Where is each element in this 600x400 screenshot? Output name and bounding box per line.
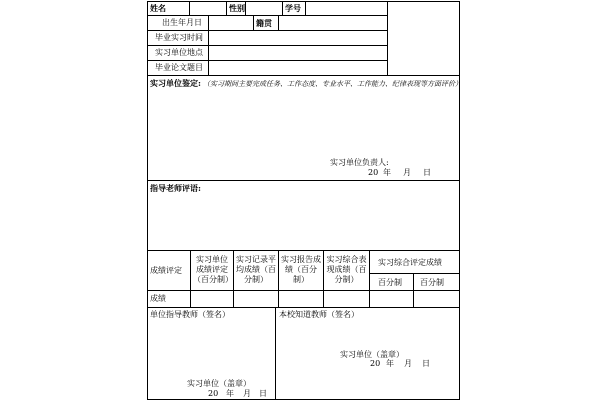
internship-time-label: 毕业实习时间: [155, 33, 203, 42]
left-year-prefix: 20: [208, 389, 219, 398]
native-place-label: 籍贯: [256, 18, 272, 28]
grade-col-overall-b: 百分制: [420, 278, 444, 287]
unit-mentor-signature: 单位指导教师（签名）: [150, 310, 230, 319]
internship-location-label: 实习单位地点: [155, 48, 203, 57]
right-year-prefix: 20: [370, 359, 381, 368]
grade-evaluation-label: 成绩评定: [150, 266, 182, 275]
grade-col-overall: 实习综合评定成绩: [378, 258, 442, 267]
right-month-unit: 月: [404, 359, 412, 368]
right-day-unit: 日: [422, 359, 430, 368]
grade-col-report: 实习报告成绩（百分制）: [281, 255, 321, 284]
gender-label: 性别: [229, 3, 245, 13]
unit-stamp-right: 实习单位（盖章）: [340, 350, 404, 359]
appraisal-day-unit: 日: [423, 168, 431, 177]
appraisal-month-unit: 月: [403, 168, 411, 177]
unit-head-signer: 实习单位负责人:: [330, 158, 389, 167]
teacher-comment-label: 指导老师评语:: [150, 183, 201, 193]
right-year-unit: 年: [386, 359, 394, 368]
unit-appraisal-label: 实习单位鉴定:: [150, 78, 201, 88]
thesis-title-label: 毕业论文题目: [155, 63, 203, 72]
student-id-label: 学号: [285, 3, 301, 13]
grade-col-unit: 实习单位成绩评定（百分制）: [193, 255, 233, 284]
grade-col-overall-a: 百分制: [378, 278, 402, 287]
left-year-unit: 年: [226, 389, 234, 398]
appraisal-year-prefix: 20: [368, 168, 379, 177]
unit-appraisal-hint: （实习期间主要完成任务、工作态度、专业水平、工作能力、纪律表现等方面评价）: [203, 80, 462, 88]
left-month-unit: 月: [243, 389, 251, 398]
grade-col-record: 实习记录平均成绩（百分制）: [236, 255, 276, 284]
grade-col-performance: 实习综合表现成绩（百分制）: [326, 255, 367, 284]
unit-stamp-left: 实习单位（盖章）: [187, 379, 251, 388]
left-day-unit: 日: [259, 389, 267, 398]
score-label: 成绩: [150, 294, 166, 303]
name-label: 姓名: [150, 3, 166, 13]
school-mentor-signature: 本校知道教师（签名）: [279, 310, 359, 319]
appraisal-year-unit: 年: [383, 168, 391, 177]
birth-date-label: 出生年月日: [162, 18, 202, 27]
